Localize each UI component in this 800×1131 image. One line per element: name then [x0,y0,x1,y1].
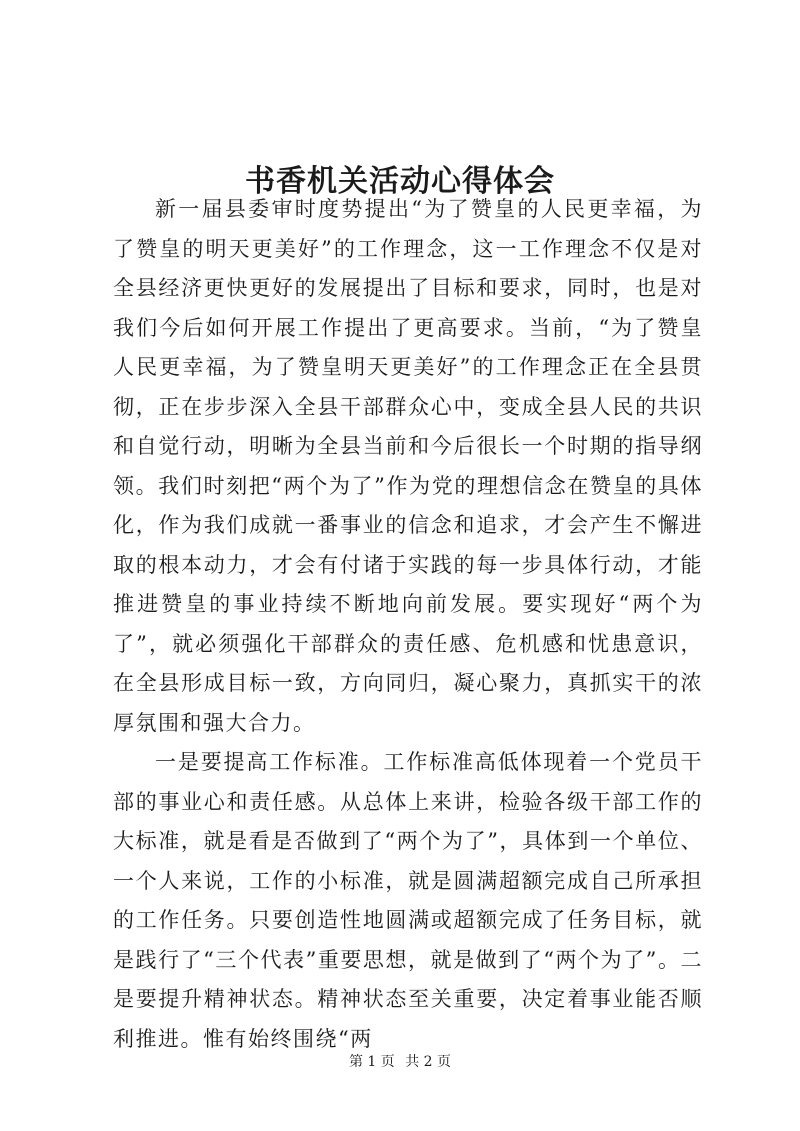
paragraph-2: 一是要提高工作标准。工作标准高低体现着一个党员干部的事业心和责任感。从总体上来讲，检验各级干部工作的大标准，就是看是否做到了“两个为了”，具体到一个单位、一个人来说，工作的小标准，就是圆满超额完成自己所承担的工作任务。只要创造性地圆满或超额完成了任务目标，就是践行了“三个代表”重要思想，就是做到了“两个为了”。二是要提升精神状态。精神状态至关重要，决定着事业能否顺利推进。惟有始终围绕“两 [113,750,703,1051]
paragraph-1: 新一届县委审时度势提出“为了赞皇的人民更幸福，为了赞皇的明天更美好”的工作理念，这一工作理念不仅是对全县经济更快更好的发展提出了目标和要求，同时，也是对我们今后如何开展工作提出了更高要求。当前，“为了赞皇人民更幸福，为了赞皇明天更美好”的工作理念正在全县贯彻，正在步步深入全县干部群众心中，变成全县人民的共识和自觉行动，明晰为全县当前和今后很长一个时期的指导纲领。我们时刻把“两个为了”作为党的理想信念在赞皇的具体化，作为我们成就一番事业的信念和追求，才会产生不懈进取的根本动力，才会有付诸于实践的每一步具体行动，才能推进赞皇的事业持续不断地向前发展。要实现好“两个为了”，就必须强化干部群众的责任感、危机感和忧患意识，在全县形成目标一致，方向同归，凝心聚力，真抓实干的浓厚氛围和强大合力。 [113,197,703,735]
page-total: 共 2 页 [405,1054,452,1070]
document-body [113,190,703,1059]
page-number: 第 1 页 [348,1054,395,1070]
page-title: 书香机关活动心得体会 [245,164,555,200]
page-footer [0,1052,800,1072]
